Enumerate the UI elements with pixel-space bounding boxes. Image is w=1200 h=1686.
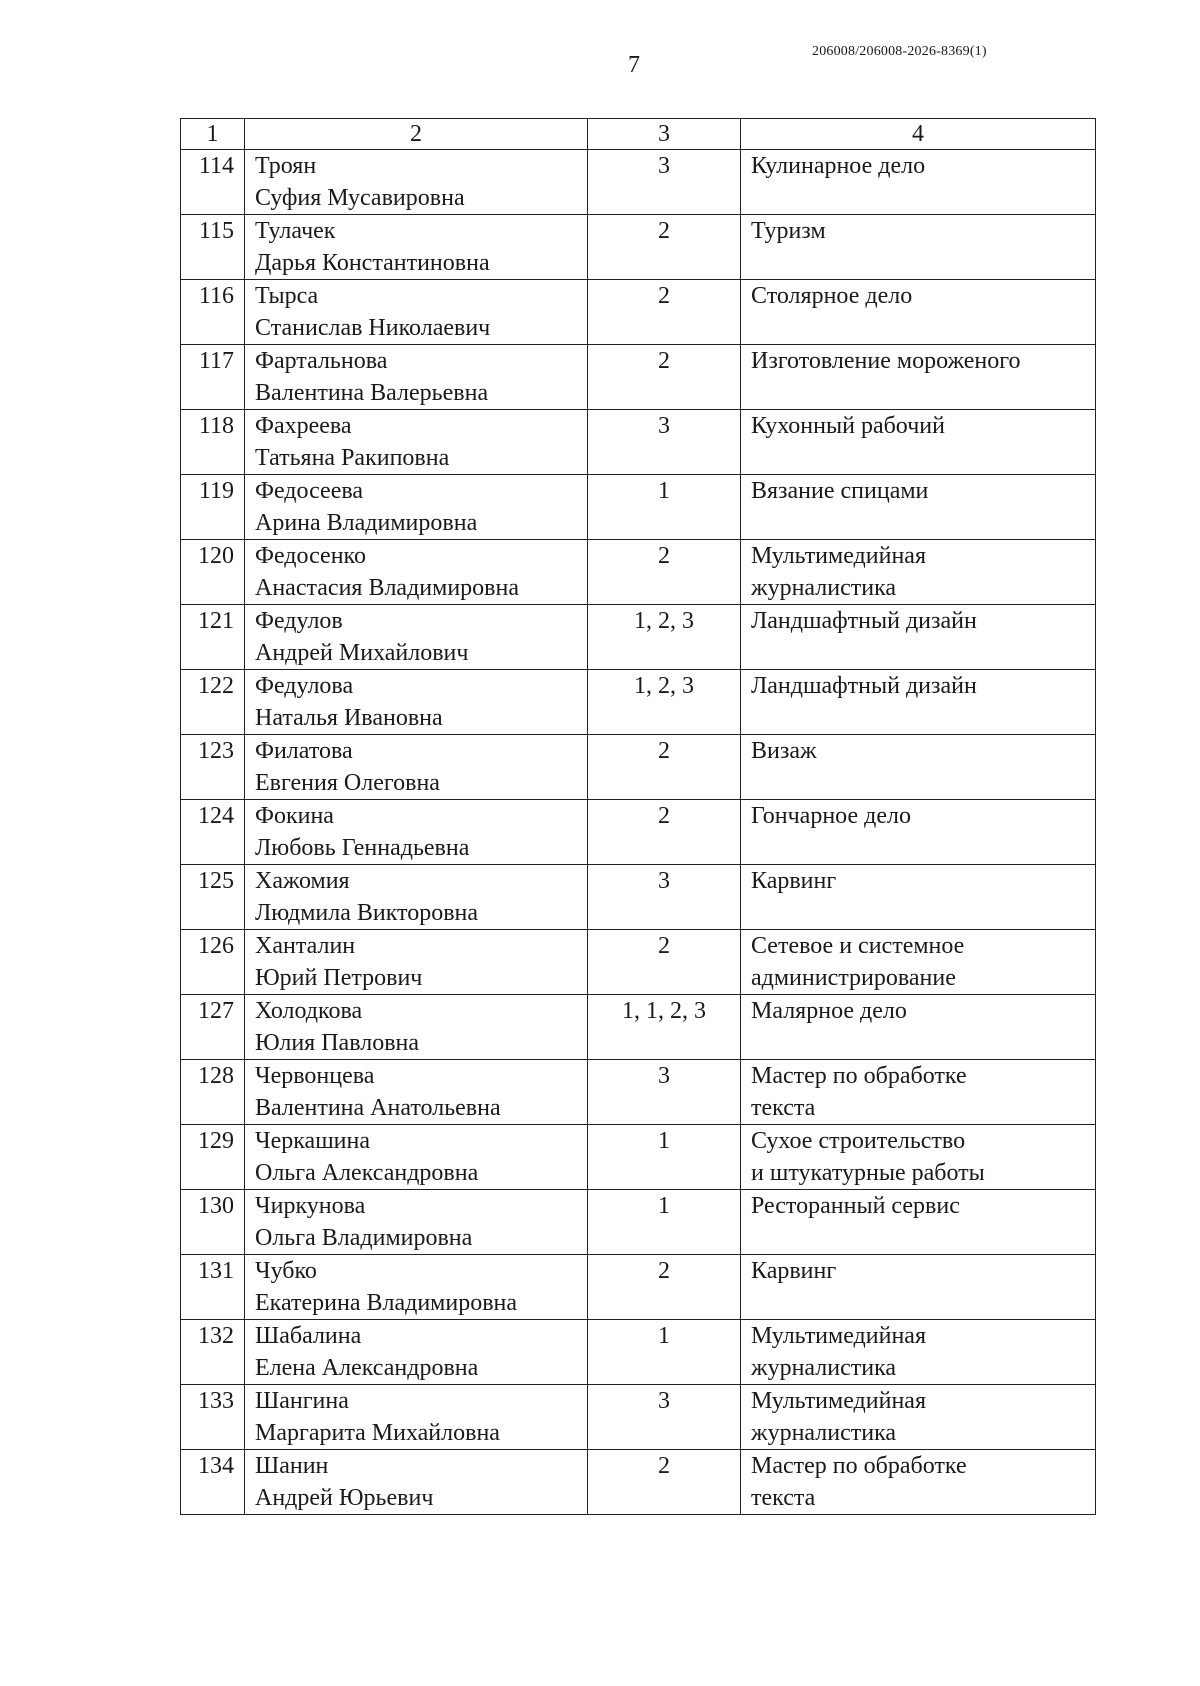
person-given-names: Ольга Владимировна — [255, 1225, 473, 1251]
table-row — [181, 345, 1096, 410]
table-row — [181, 150, 1096, 215]
person-name-cell — [245, 735, 588, 800]
person-surname: Червонцева — [255, 1063, 375, 1089]
specialty-line-1: Мультимедийная — [751, 1323, 926, 1349]
specialty-line-2: журналистика — [751, 1420, 897, 1446]
row-number: 122 — [181, 670, 245, 735]
table-row — [181, 1060, 1096, 1125]
specialty-line-2: текста — [751, 1485, 816, 1511]
group-cell: 2 — [588, 1255, 741, 1320]
specialty-cell — [741, 150, 1096, 215]
person-given-names: Валентина Анатольевна — [255, 1095, 501, 1121]
person-name-cell — [245, 215, 588, 280]
specialty-cell — [741, 410, 1096, 475]
person-given-names: Маргарита Михайловна — [255, 1420, 500, 1446]
person-name-cell — [245, 150, 588, 215]
person-given-names: Евгения Олеговна — [255, 770, 440, 796]
person-given-names: Андрей Михайлович — [255, 640, 469, 666]
person-given-names: Наталья Ивановна — [255, 705, 443, 731]
specialty-line-1: Столярное дело — [751, 283, 913, 309]
table-row — [181, 800, 1096, 865]
table-row — [181, 1125, 1096, 1190]
group-cell: 1, 1, 2, 3 — [588, 995, 741, 1060]
specialty-cell — [741, 215, 1096, 280]
specialty-line-1: Кулинарное дело — [751, 153, 926, 179]
person-surname: Шангина — [255, 1388, 349, 1414]
person-name-cell — [245, 800, 588, 865]
person-given-names: Анастасия Владимировна — [255, 575, 519, 601]
group-cell: 3 — [588, 1060, 741, 1125]
register-table — [180, 118, 1096, 1515]
specialty-line-2: текста — [751, 1095, 816, 1121]
group-cell: 3 — [588, 150, 741, 215]
person-given-names: Елена Александровна — [255, 1355, 479, 1381]
document-code: 206008/206008-2026-8369(1) — [812, 44, 987, 59]
group-cell: 2 — [588, 930, 741, 995]
person-name-cell — [245, 930, 588, 995]
table-row — [181, 410, 1096, 475]
group-cell: 2 — [588, 215, 741, 280]
row-number: 133 — [181, 1385, 245, 1450]
row-number: 116 — [181, 280, 245, 345]
person-given-names: Екатерина Владимировна — [255, 1290, 518, 1316]
person-surname: Шанин — [255, 1453, 329, 1479]
specialty-line-1: Гончарное дело — [751, 803, 911, 829]
row-number: 117 — [181, 345, 245, 410]
row-number: 123 — [181, 735, 245, 800]
row-number: 126 — [181, 930, 245, 995]
person-given-names: Валентина Валерьевна — [255, 380, 489, 406]
person-name-cell — [245, 670, 588, 735]
person-surname: Федулова — [255, 673, 354, 699]
group-cell: 1 — [588, 475, 741, 540]
person-surname: Чубко — [255, 1258, 317, 1284]
person-name-cell — [245, 995, 588, 1060]
specialty-cell — [741, 1320, 1096, 1385]
group-cell: 3 — [588, 410, 741, 475]
person-surname: Хажомия — [255, 868, 350, 894]
person-name-cell — [245, 1320, 588, 1385]
table-row — [181, 735, 1096, 800]
person-given-names: Людмила Викторовна — [255, 900, 479, 926]
person-given-names: Юрий Петрович — [255, 965, 423, 991]
column-header-4: 4 — [741, 119, 1096, 150]
person-given-names: Андрей Юрьевич — [255, 1485, 434, 1511]
column-header-1: 1 — [181, 119, 245, 150]
table-row — [181, 670, 1096, 735]
specialty-cell — [741, 280, 1096, 345]
specialty-line-1: Ресторанный сервис — [751, 1193, 960, 1219]
group-cell: 2 — [588, 280, 741, 345]
person-surname: Холодкова — [255, 998, 363, 1024]
person-name-cell — [245, 280, 588, 345]
table-row — [181, 995, 1096, 1060]
specialty-cell — [741, 475, 1096, 540]
person-name-cell — [245, 1385, 588, 1450]
row-number: 118 — [181, 410, 245, 475]
person-name-cell — [245, 1125, 588, 1190]
person-given-names: Ольга Александровна — [255, 1160, 479, 1186]
person-name-cell — [245, 1060, 588, 1125]
person-surname: Фартальнова — [255, 348, 388, 374]
person-name-cell — [245, 1255, 588, 1320]
specialty-line-1: Мастер по обработке — [751, 1063, 967, 1089]
specialty-line-2: журналистика — [751, 1355, 897, 1381]
specialty-line-1: Мультимедийная — [751, 1388, 926, 1414]
person-given-names: Арина Владимировна — [255, 510, 478, 536]
specialty-cell — [741, 735, 1096, 800]
row-number: 119 — [181, 475, 245, 540]
specialty-line-1: Ландшафтный дизайн — [751, 608, 977, 634]
row-number: 131 — [181, 1255, 245, 1320]
row-number: 124 — [181, 800, 245, 865]
specialty-line-1: Туризм — [751, 218, 826, 244]
person-name-cell — [245, 410, 588, 475]
table-row — [181, 1190, 1096, 1255]
group-cell: 1, 2, 3 — [588, 605, 741, 670]
table-row — [181, 605, 1096, 670]
specialty-cell — [741, 1190, 1096, 1255]
specialty-line-2: и штукатурные работы — [751, 1160, 985, 1186]
person-given-names: Юлия Павловна — [255, 1030, 420, 1056]
person-surname: Троян — [255, 153, 317, 179]
row-number: 128 — [181, 1060, 245, 1125]
specialty-cell — [741, 1060, 1096, 1125]
group-cell: 3 — [588, 1385, 741, 1450]
specialty-cell — [741, 670, 1096, 735]
specialty-line-1: Ландшафтный дизайн — [751, 673, 977, 699]
specialty-line-1: Карвинг — [751, 1258, 837, 1284]
table-row — [181, 930, 1096, 995]
person-given-names: Любовь Геннадьевна — [255, 835, 470, 861]
person-name-cell — [245, 605, 588, 670]
person-surname: Черкашина — [255, 1128, 371, 1154]
specialty-cell — [741, 1125, 1096, 1190]
person-surname: Тулачек — [255, 218, 336, 244]
specialty-line-1: Сетевое и системное — [751, 933, 965, 959]
row-number: 120 — [181, 540, 245, 605]
table-row — [181, 1450, 1096, 1515]
person-name-cell — [245, 1450, 588, 1515]
specialty-cell — [741, 800, 1096, 865]
specialty-line-1: Мультимедийная — [751, 543, 926, 569]
specialty-cell — [741, 995, 1096, 1060]
person-given-names: Дарья Константиновна — [255, 250, 490, 276]
specialty-line-1: Мастер по обработке — [751, 1453, 967, 1479]
person-name-cell — [245, 345, 588, 410]
table-row — [181, 1385, 1096, 1450]
row-number: 114 — [181, 150, 245, 215]
group-cell: 1 — [588, 1190, 741, 1255]
row-number: 115 — [181, 215, 245, 280]
specialty-line-1: Кухонный рабочий — [751, 413, 945, 439]
table-row — [181, 280, 1096, 345]
group-cell: 2 — [588, 540, 741, 605]
row-number: 127 — [181, 995, 245, 1060]
specialty-line-1: Карвинг — [751, 868, 837, 894]
person-surname: Шабалина — [255, 1323, 362, 1349]
table-row — [181, 215, 1096, 280]
person-given-names: Татьяна Ракиповна — [255, 445, 450, 471]
specialty-cell — [741, 1385, 1096, 1450]
column-header-3: 3 — [588, 119, 741, 150]
specialty-cell — [741, 1255, 1096, 1320]
specialty-cell — [741, 605, 1096, 670]
person-name-cell — [245, 865, 588, 930]
specialty-cell — [741, 865, 1096, 930]
column-header-2: 2 — [245, 119, 588, 150]
person-surname: Федосенко — [255, 543, 366, 569]
person-surname: Ханталин — [255, 933, 356, 959]
row-number: 125 — [181, 865, 245, 930]
group-cell: 2 — [588, 735, 741, 800]
table-row — [181, 865, 1096, 930]
person-surname: Федосеева — [255, 478, 364, 504]
specialty-line-1: Малярное дело — [751, 998, 907, 1024]
person-surname: Федулов — [255, 608, 343, 634]
person-surname: Тырса — [255, 283, 319, 309]
person-given-names: Станислав Николаевич — [255, 315, 491, 341]
group-cell: 1, 2, 3 — [588, 670, 741, 735]
table-row — [181, 1320, 1096, 1385]
row-number: 129 — [181, 1125, 245, 1190]
group-cell: 2 — [588, 345, 741, 410]
table-row — [181, 475, 1096, 540]
group-cell: 2 — [588, 1450, 741, 1515]
group-cell: 3 — [588, 865, 741, 930]
specialty-line-1: Изготовление мороженого — [751, 348, 1021, 374]
page-number: 7 — [628, 52, 640, 78]
row-number: 134 — [181, 1450, 245, 1515]
table-row — [181, 540, 1096, 605]
group-cell: 1 — [588, 1320, 741, 1385]
table-row — [181, 1255, 1096, 1320]
person-name-cell — [245, 540, 588, 605]
row-number: 132 — [181, 1320, 245, 1385]
row-number: 121 — [181, 605, 245, 670]
person-surname: Фахреева — [255, 413, 352, 439]
specialty-line-1: Вязание спицами — [751, 478, 929, 504]
specialty-line-1: Сухое строительство — [751, 1128, 966, 1154]
person-given-names: Суфия Мусавировна — [255, 185, 465, 211]
person-surname: Филатова — [255, 738, 353, 764]
person-name-cell — [245, 1190, 588, 1255]
person-name-cell — [245, 475, 588, 540]
row-number: 130 — [181, 1190, 245, 1255]
specialty-cell — [741, 345, 1096, 410]
group-cell: 1 — [588, 1125, 741, 1190]
group-cell: 2 — [588, 800, 741, 865]
specialty-line-2: журналистика — [751, 575, 897, 601]
person-surname: Фокина — [255, 803, 334, 829]
specialty-line-1: Визаж — [751, 738, 817, 764]
specialty-cell — [741, 930, 1096, 995]
specialty-cell — [741, 540, 1096, 605]
specialty-line-2: администрирование — [751, 965, 956, 991]
table-header-row — [181, 119, 1096, 150]
person-surname: Чиркунова — [255, 1193, 366, 1219]
specialty-cell — [741, 1450, 1096, 1515]
